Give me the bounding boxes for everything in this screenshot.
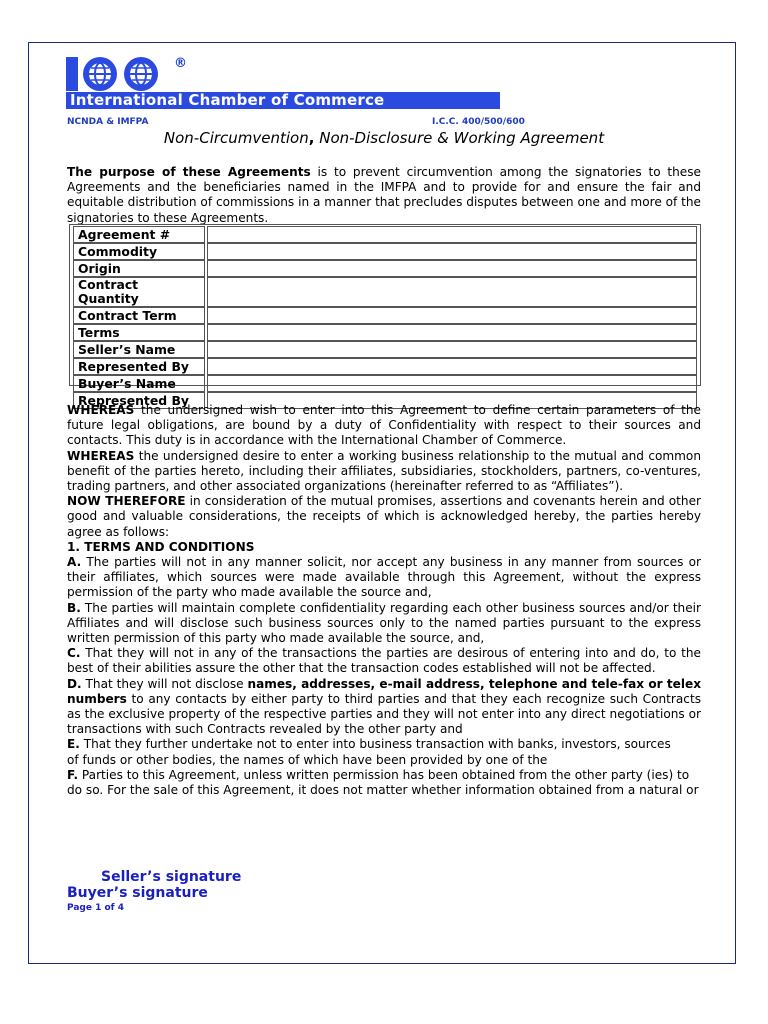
row-label: Represented By (73, 358, 205, 375)
clause-b: B. The parties will maintain complete confidentiality regarding each other business sources and/or their Affiliates and will disclose such business sources only to the named parties pursuant to the express written permission of this party who made available the source, and, (67, 600, 701, 646)
table-row (73, 324, 697, 341)
row-value (207, 243, 697, 260)
row-label: Contract Quantity (73, 277, 205, 307)
now-therefore-paragraph: NOW THEREFORE in consideration of the mutual promises, assertions and covenants herein and other good and valuable considerations, the receipts of which is acknowledged hereby, the parties hereby agree as follows: (67, 494, 701, 539)
document-title: Non-Circumvention, Non-Disclosure & Working Agreement (163, 129, 605, 147)
document-reference-left: NCNDA & IMFPA (67, 117, 149, 127)
clause-c: C. That they will not in any of the transactions the parties are desirous of entering into and do, to the best of their abilities assure the other that the transaction codes established will not be affected. (67, 646, 701, 676)
row-label: Contract Term (73, 307, 205, 324)
row-value (207, 260, 697, 277)
row-label: Commodity (73, 243, 205, 260)
row-value (207, 226, 697, 243)
section-heading: 1. TERMS AND CONDITIONS (67, 539, 255, 554)
icc-logo (66, 54, 246, 94)
whereas-paragraph-2: WHEREAS the undersigned desire to enter a working business relationship to the mutual and common benefit of the parties hereto, including their affiliates, subsidiaries, stockholders, partners, co-ventures, trading partners, and other associated organizations (hereinafter referred to as “Affiliates”). (67, 448, 701, 494)
clause-e: E. That they further undertake not to enter into business transaction with banks, investors, sources (67, 737, 671, 752)
page-number: Page 1 of 4 (67, 903, 124, 913)
table-row (73, 277, 697, 307)
purpose-paragraph: The purpose of these Agreements is to prevent circumvention among the signatories to these Agreements and the beneficiaries named in the IMFPA and to provide for and ensure the fair and equitable distribution of commissions in a manner that precludes disputes between one and more of the signatories to these Agreements. (67, 165, 701, 225)
organization-banner: International Chamber of Commerce (66, 92, 500, 109)
row-label: Represented By (73, 392, 205, 409)
row-label: Terms (73, 324, 205, 341)
table-row (73, 341, 697, 358)
row-label: Agreement # (73, 226, 205, 243)
row-value (207, 324, 697, 341)
row-label: Seller’s Name (73, 341, 205, 358)
row-value (207, 358, 697, 375)
row-value (207, 277, 697, 307)
table-row (73, 307, 697, 324)
clause-e-continued: of funds or other bodies, the names of which have been provided by one of the (67, 752, 548, 767)
row-value (207, 307, 697, 324)
clause-d: D. That they will not disclose names, addresses, e-mail address, telephone and tele-fax or telex numbers to any contacts by either party to third parties and that they each recognize such Contracts as the exclusive property of the respective parties and they will not enter into any direct negotiations or transactions with such Contracts revealed by the other party and (67, 676, 701, 737)
registered-mark: ® (174, 56, 187, 71)
table-row (73, 358, 697, 375)
row-value (207, 375, 697, 392)
agreement-body (67, 403, 701, 798)
clause-f: F. Parties to this Agreement, unless written permission has been obtained from the other party (ies) to (67, 767, 690, 782)
table-row (73, 375, 697, 392)
table-row (73, 226, 697, 243)
table-row (73, 260, 697, 277)
row-value (207, 341, 697, 358)
buyer-signature-label: Buyer’s signature (67, 885, 208, 901)
seller-signature-label: Seller’s signature (101, 869, 242, 885)
document-reference-right: I.C.C. 400/500/600 (432, 117, 525, 127)
row-label: Origin (73, 260, 205, 277)
table-row (73, 243, 697, 260)
row-label: Buyer’s Name (73, 375, 205, 392)
clause-f-continued: do so. For the sale of this Agreement, it does not matter whether information obtained from a natural or (67, 783, 699, 798)
clause-a: A. The parties will not in any manner solicit, nor accept any business in any manner from sources or their affiliates, which sources were made available through this Agreement, without the express permission of the party who made available the source and, (67, 555, 701, 600)
whereas-paragraph-1: WHEREAS the undersigned wish to enter into this Agreement to define certain parameters of the future legal obligations, are bound by a duty of Confidentiality with respect to their sources and contacts. This duty is in accordance with the International Chamber of Commerce. (67, 403, 701, 448)
agreement-details-table (69, 224, 701, 408)
